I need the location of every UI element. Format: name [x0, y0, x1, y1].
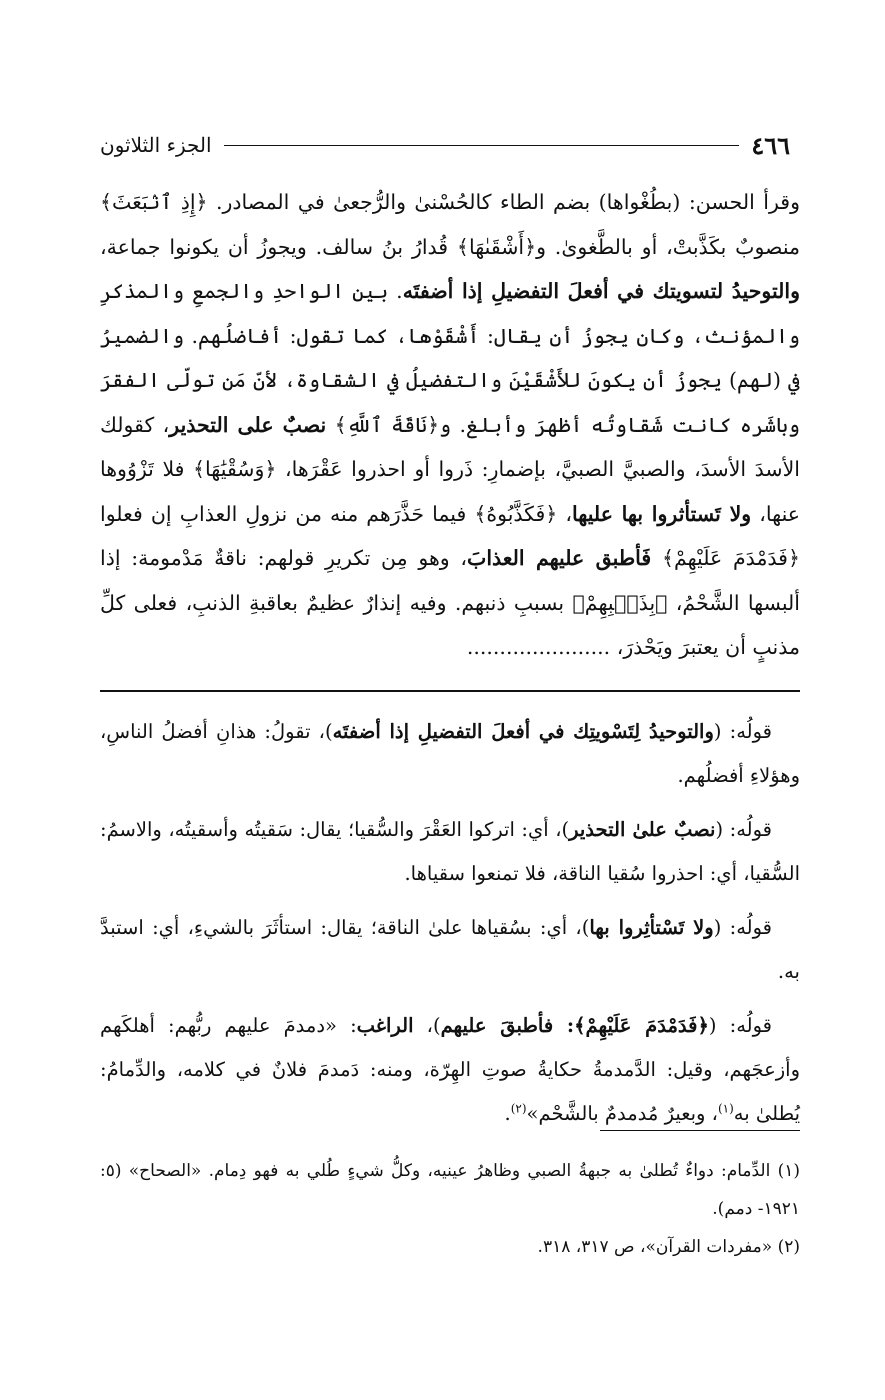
commentary-text: ، وبعيرٌ مُدمدمٌ بالشَّحْم»: [526, 1102, 718, 1125]
footnote-1: (١) الدِّمام: دواءٌ تُطلىٰ به جبهةُ الصبي وظاهرُ عينيه، وكلُّ شيءٍ طُلي به فهو دِمام. «الصحاح» (٥: ١٩٢١- دمم).: [100, 1161, 800, 1219]
commentary-quoted-phrase: ولا تَسْتأثِروا بها: [589, 916, 714, 939]
commentary-prefix: قولُه: (: [715, 818, 772, 841]
commentary-text: )، أي: اتركوا العَقْرَ والسُّقيا؛ يقال: سَقيتُه وأسقيتُه، والاسمُ: السُّقيا، أي: احذروا سُقيا الناقة، فلا تمنعوا سقياها.: [100, 818, 800, 885]
commentary-prefix: قولُه: (: [708, 1014, 772, 1037]
main-text-segment: ، وهو مِن تكريرِ قولهم: ناقةٌ مَدْمومة: إذا ألبسها الشَّحْمُ، ﴿بِذَنۢبِهِمْ﴾ بسببِ ذنبهم. وفيه إنذارٌ عظيمٌ بعاقبةِ الذنبِ، فعلى كلِّ مذنبٍ أن يعتبرَ ويَحْذرَ، ......................: [100, 546, 800, 659]
commentary-source-name: الراغب: [356, 1014, 414, 1037]
commentary-paragraph: [100, 710, 800, 798]
main-bold-phrase: والتوحيدُ لتسويتك في أفعلَ التفضيلِ إذا أضفتَه: [402, 279, 800, 303]
main-text-segment: . بين الواحدِ والجمعِ والمذكرِ والمؤنث، وكان يجوزُ أن يقال: أَشْقَوْها، كما تقول: أفاضلُهم. والضميرُ في (لهم) يجوزُ أن يكونَ للأَشْقَيْنَ والتفضيلُ في الشقاوة، لأنّ مَن تولّى الفقرَ وباشَره كانت شَقاوتُه أظهرَ وأبلغ. و﴿نَاقَةَ ٱللَّهِ﴾: [100, 279, 800, 437]
main-text-segment: ، ﴿فَكَذَّبُوهُ﴾ فيما حَذَّرَهم منه من نزولِ العذابِ إن فعلوا ﴿فَدَمْدَمَ عَلَيْهِمْ﴾: [100, 501, 800, 570]
commentary-paragraph: [100, 906, 800, 994]
commentary-text: .: [504, 1102, 511, 1125]
header-rule: [224, 145, 740, 146]
commentary-text: )، أي: بسُقياها علىٰ الناقة؛ يقال: استأثَرَ بالشيءِ، أي: استبدَّ به.: [100, 916, 800, 983]
footnote-2: (٢) «مفردات القرآن»، ص ٣١٧، ٣١٨.: [537, 1237, 800, 1257]
page-number: ٤٦٦: [751, 130, 790, 160]
main-bold-phrase: نصبٌ على التحذير: [169, 412, 327, 437]
commentary-text: )،: [413, 1014, 441, 1037]
main-text: [100, 180, 800, 670]
commentary-quoted-phrase: والتوحيدُ لِتَسْويتِك في أفعلَ التفضيلِ إذا أضفتَه: [332, 720, 714, 743]
main-bold-phrase: ولا تَستأثروا بها عليها: [572, 501, 752, 526]
running-title: الجزء الثلاثون: [100, 133, 212, 157]
commentary-quoted-phrase: نصبٌ علىٰ التحذير: [569, 818, 716, 841]
commentary-quoted-phrase: ﴿فَدَمْدَمَ عَلَيْهِمْ﴾: فأطبقَ عليهم: [440, 1014, 709, 1037]
commentary-prefix: قولُه: (: [713, 916, 772, 939]
commentary-prefix: قولُه: (: [713, 720, 772, 743]
footnote-ref: (٢): [510, 1101, 527, 1116]
commentary-text: : «دمدمَ عليهم ربُّهم: أهلكَهم وأزعجَهم، وقيل: الدَّمدمةُ حكايةُ صوتِ الهِرّة، ومنه: دَمدمَ فلانٌ في كلامه، والدِّمامُ: يُطلىٰ به: [100, 1014, 800, 1125]
footnotes-section: [100, 1152, 800, 1266]
main-separator-rule: [100, 690, 800, 692]
main-text-segment: وقرأ الحسن: (بطُغْواها) بضم الطاء كالحُسْنىٰ والرُّجعىٰ في المصادر. ﴿إِذِ ٱنۢبَعَثَ﴾ منصوبٌ بكَذَّبتْ، أو بالطَّغوىٰ. و﴿أَشْقَىٰهَا﴾ قُدارُ بنُ سالف. ويجوزُ أن يكونوا جماعة،: [100, 190, 800, 259]
footnote-ref: (١): [717, 1101, 734, 1116]
page-header: [100, 128, 790, 162]
commentary-paragraph: [100, 1004, 800, 1136]
main-text-segment: ، كقولك الأسدَ الأسدَ، والصبيَّ الصبيَّ، بإضمارِ: ذَروا أو احذروا عَقْرَها، ﴿وَسُقْيَٰهَا﴾ فلا تَزْوُوها عنها،: [100, 412, 801, 526]
commentary-paragraph: [100, 808, 800, 896]
main-bold-phrase: فَأطبق عليهم العذابَ: [467, 546, 652, 570]
footnote-separator-rule: [600, 1130, 800, 1131]
main-paragraph: [100, 180, 800, 670]
commentary-text: )، تقولُ: هذانِ أفضلُ الناسِ، وهؤلاءِ أفضلُهم.: [100, 720, 800, 787]
commentary-section: [100, 710, 800, 1146]
